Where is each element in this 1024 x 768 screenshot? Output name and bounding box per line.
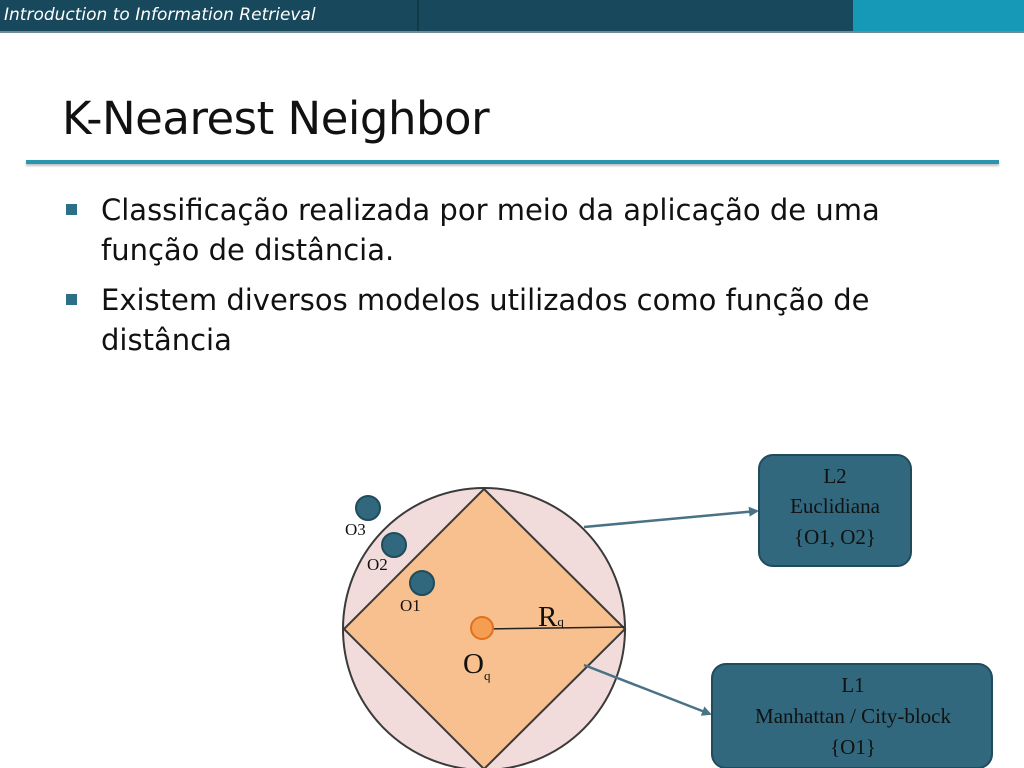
l2-box-title: L2 <box>823 464 847 488</box>
l2-box-result: {O1, O2} <box>794 525 876 549</box>
bullet-text: Classificação realizada por meio da aplicação de uma função de distância. <box>101 193 880 267</box>
l1-box-result: {O1} <box>830 735 876 759</box>
object-o1-label: O1 <box>400 596 421 615</box>
query-point <box>471 617 493 639</box>
object-o1-point <box>410 571 434 595</box>
object-o3-point <box>356 496 380 520</box>
arrow-to-l2 <box>584 511 757 527</box>
object-o2-label: O2 <box>367 555 388 574</box>
l1-box-title: L1 <box>841 673 865 697</box>
object-o3-label: O3 <box>345 520 366 539</box>
l1-box-name: Manhattan / City-block <box>755 704 951 728</box>
radius-label-subscript: q <box>557 614 564 629</box>
course-title: Introduction to Information Retrieval <box>4 5 316 25</box>
slide-title: K-Nearest Neighbor <box>62 92 490 145</box>
l2-box-name: Euclidiana <box>790 494 880 518</box>
query-label-main: O <box>463 648 484 680</box>
bullet-text: Existem diversos modelos utilizados como função de distância <box>101 283 870 357</box>
query-label-subscript: q <box>483 668 491 683</box>
radius-label-main: R <box>538 601 558 633</box>
object-o2-point <box>382 533 406 557</box>
